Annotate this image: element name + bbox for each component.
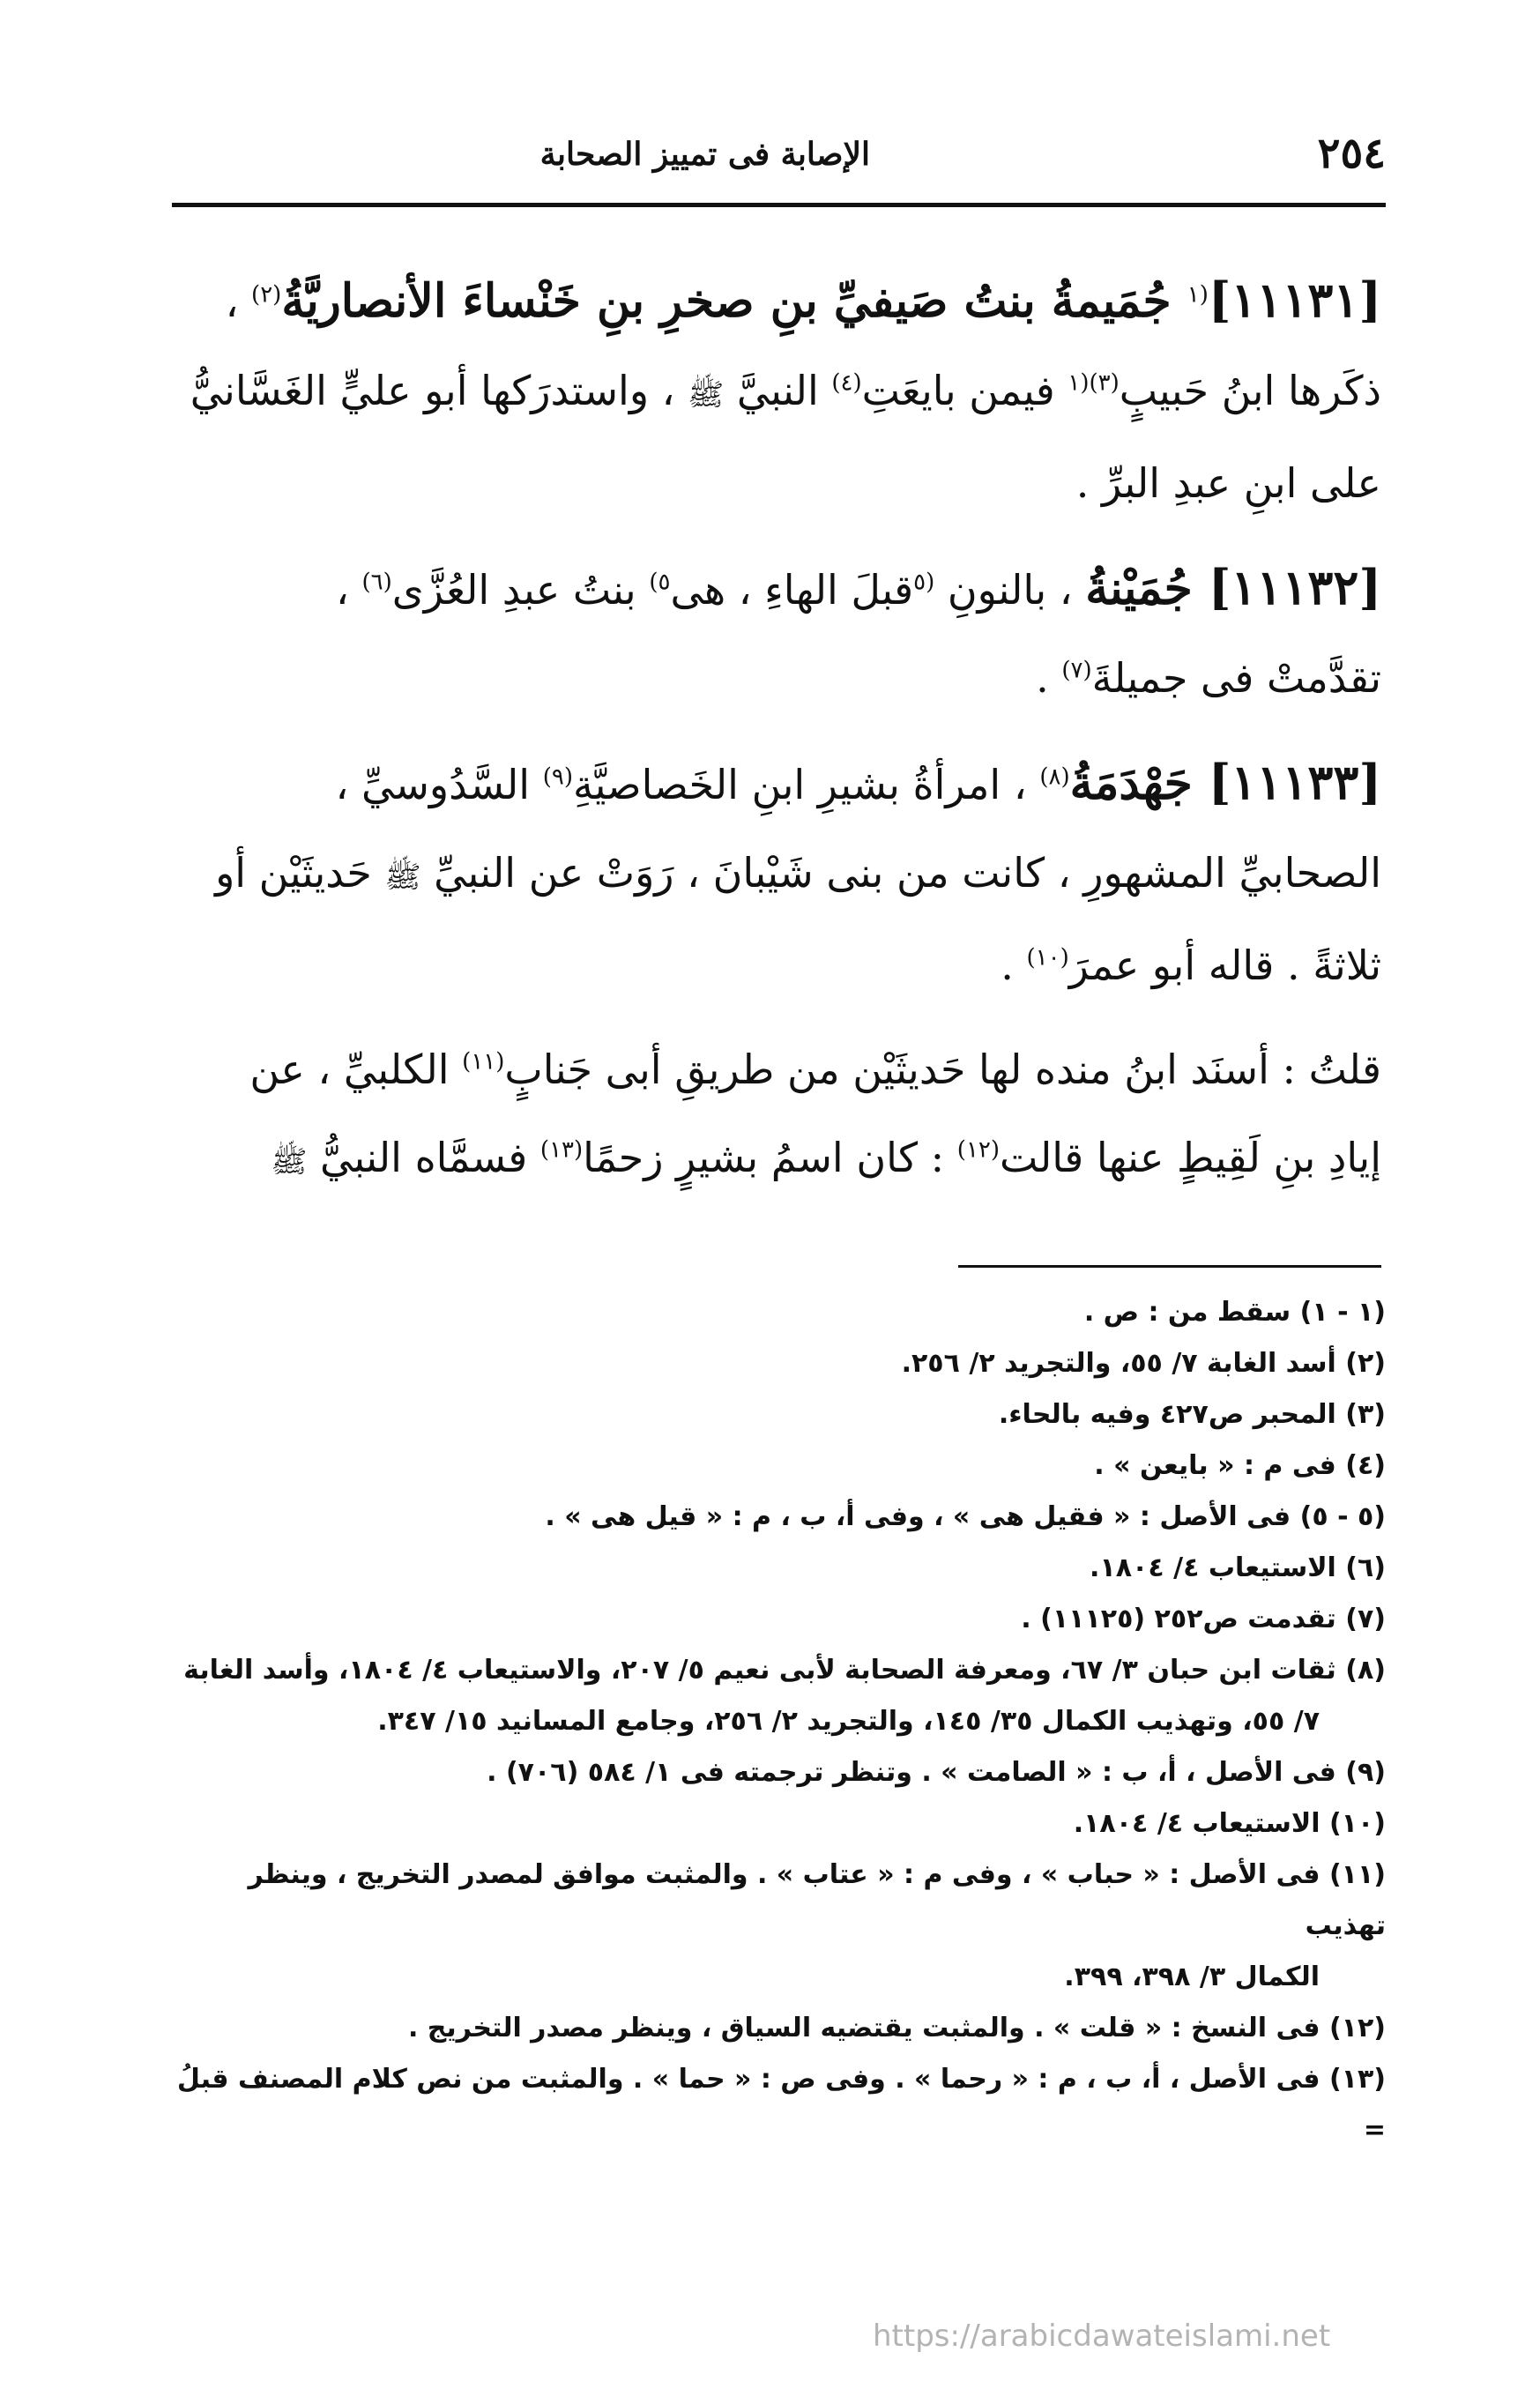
body-text: : كان اسمُ بشيرٍ زحمًا xyxy=(583,1134,957,1181)
footnote xyxy=(167,1543,1386,1594)
footnote-separator xyxy=(958,1265,1381,1268)
footnote-marker: (٦) xyxy=(361,569,392,596)
watermark-url: https://arabicdawateislami.net xyxy=(873,2319,1331,2354)
footnote-line: (١٠) الاستيعاب ٤/ ١٨٠٤. xyxy=(1073,1808,1386,1839)
entry-line xyxy=(167,829,1381,921)
entry-paragraph xyxy=(167,543,1381,722)
body-text: السَّدُوسيِّ ، xyxy=(335,761,543,808)
honorific-glyph: ﷺ xyxy=(688,377,725,413)
body-text: الكلبيِّ ، عن xyxy=(249,1046,463,1093)
honorific-glyph: ﷺ xyxy=(271,1144,308,1180)
entry-number: [١١١٣١] xyxy=(1208,272,1381,328)
footnote-line: (١٢) فى النسخ : « قلت » . والمثبت يقتضيه السياق ، وينظر مصدر التخريج . xyxy=(407,2013,1386,2043)
body-text: قبلَ الهاءِ ، هى xyxy=(670,566,914,614)
footnote xyxy=(167,2003,1386,2054)
footnote-marker: (٥ xyxy=(913,569,935,596)
running-title: الإصابة فى تمييز الصحابة xyxy=(539,136,870,173)
footnote-line: (٢) أسد الغابة ٧/ ٥٥، والتجريد ٢/ ٢٥٦. xyxy=(901,1348,1386,1379)
footnote-marker: (٩) xyxy=(542,763,573,791)
footnote-line: (٨) ثقات ابن حبان ٣/ ٦٧، ومعرفة الصحابة لأبى نعيم ٥/ ٢٠٧، والاستيعاب ٤/ ١٨٠٤، وأسد الغابة xyxy=(183,1655,1386,1686)
footnote xyxy=(167,1645,1386,1747)
body-text: تقدَّمتْ فى جميلةَ xyxy=(1091,654,1381,702)
body-text: حَديثَيْن أو xyxy=(215,849,385,897)
body-text: ، xyxy=(225,279,252,326)
body-text: ذكَرها ابنُ حَبيبٍ xyxy=(1119,367,1381,414)
entry-line xyxy=(167,1025,1381,1113)
header-rule xyxy=(172,203,1386,207)
footnote-marker: (٨) xyxy=(1039,763,1070,791)
entry-line xyxy=(167,921,1381,1009)
footnote-line: (٥ - ٥) فى الأصل : « فقيل هى » ، وفى أ، ب ، م : « قيل هى » . xyxy=(545,1501,1386,1532)
footnote-line: (٦) الاستيعاب ٤/ ١٨٠٤. xyxy=(1090,1552,1386,1583)
footnote xyxy=(167,2054,1386,2156)
footnote-line: الكمال ٣/ ٣٩٨، ٣٩٩. xyxy=(1064,1962,1320,1992)
footnote xyxy=(167,1747,1386,1798)
body-text: . xyxy=(1036,654,1062,702)
page-header xyxy=(172,123,1386,194)
body-text: ، واستدرَكها أبو عليٍّ الغَسَّانيُّ xyxy=(190,367,688,414)
footnote xyxy=(167,1492,1386,1543)
footnote xyxy=(167,1338,1386,1389)
footnote-marker: (١٠) xyxy=(1026,944,1069,971)
entry-line xyxy=(167,1113,1381,1206)
entry-line xyxy=(167,738,1381,829)
body-text: فسمَّاه النبيُّ xyxy=(307,1134,540,1181)
footnote xyxy=(167,1798,1386,1850)
footnote-marker: ٥) xyxy=(649,569,671,596)
entry-name: جُمَيْنةُ xyxy=(1085,562,1209,615)
footnote-marker: (١١) xyxy=(462,1048,505,1076)
body-text: . xyxy=(1001,942,1027,989)
footnote xyxy=(167,1287,1386,1338)
footnote-line: (١١) فى الأصل : « حباب » ، وفى م : « عتاب » . والمثبت موافق لمصدر التخريج ، وينظر تهذيب xyxy=(248,1859,1386,1941)
body-text: ، امرأةُ بشيرِ ابنِ الخَصاصيَّةِ xyxy=(572,761,1040,808)
footnote-line: (٩) فى الأصل ، أ، ب : « الصامت » . وتنظر ترجمته فى ١/ ٥٨٤ (٧٠٦) . xyxy=(487,1757,1386,1788)
footnote-marker: (١٢) xyxy=(956,1136,1001,1164)
body-text: النبيَّ xyxy=(724,367,832,414)
footnote xyxy=(167,1440,1386,1492)
entry-line xyxy=(167,439,1381,527)
body-text: الصحابيِّ المشهورِ ، كانت من بنى شَيْبانَ ، رَوَتْ عن النبيِّ xyxy=(420,849,1381,897)
entry-number: [١١١٣٢] xyxy=(1208,559,1381,615)
entry-number: [١١١٣٣] xyxy=(1208,754,1381,810)
footnote-marker: (١ xyxy=(1187,281,1209,309)
footnote xyxy=(167,1850,1386,2003)
body-text: ، xyxy=(336,566,362,614)
footnote xyxy=(167,1389,1386,1440)
page-number: ٢٥٤ xyxy=(1317,129,1386,178)
entry-paragraph xyxy=(167,738,1381,1009)
body-text: ثلاثةً . قاله أبو عمرَ xyxy=(1068,942,1381,989)
footnote xyxy=(167,1594,1386,1645)
footnote-line: (٣) المحبر ص٤٢٧ وفيه بالحاء. xyxy=(998,1399,1386,1430)
main-text xyxy=(167,256,1381,1222)
entry-name: جَهْدَمَةُ xyxy=(1069,756,1209,810)
honorific-glyph: ﷺ xyxy=(384,860,421,895)
footnote-line: (٤) فى م : « بايعن » . xyxy=(1094,1450,1386,1481)
footnotes xyxy=(167,1287,1386,2156)
entry-paragraph xyxy=(167,1025,1381,1206)
entry-line xyxy=(167,346,1381,439)
footnote-marker: (١٣) xyxy=(539,1136,584,1164)
footnote-marker: (٤) xyxy=(831,369,862,397)
body-text: بنتُ عبدِ العُزَّى xyxy=(391,566,650,614)
footnote-marker: (٧) xyxy=(1061,657,1092,684)
footnote-line: ٧/ ٥٥، وتهذيب الكمال ٣٥/ ١٤٥، والتجريد ٢/ ٢٥٦، وجامع المسانيد ١٥/ ٣٤٧. xyxy=(377,1706,1320,1737)
entry-line xyxy=(167,634,1381,722)
entry-name: جُمَيمةُ بنتُ صَيفيِّ بنِ صخرِ بنِ خَنْساءَ الأنصاريَّةُ xyxy=(281,274,1187,328)
footnote-line: (٧) تقدمت ص٢٥٢ (١١١٢٥) . xyxy=(1021,1604,1386,1634)
body-text: إيادِ بنِ لَقِيطٍ عنها قالت xyxy=(1000,1134,1381,1181)
footnote-marker: (٢) xyxy=(251,281,282,309)
body-text: فيمن بايعَتِ xyxy=(861,367,1068,414)
footnote-marker: (٣)(١ xyxy=(1068,369,1120,397)
body-text: ، بالنونِ xyxy=(934,566,1086,614)
entry-line xyxy=(167,543,1381,634)
entry-paragraph xyxy=(167,256,1381,527)
entry-line xyxy=(167,256,1381,346)
footnote-line: (١٣) فى الأصل ، أ، ب ، م : « رحما » . وفى ص : « حما » . والمثبت من نص كلام المصنف قبلُ = xyxy=(176,2064,1386,2146)
footnote-line: (١ - ١) سقط من : ص . xyxy=(1083,1297,1386,1328)
body-text: على ابنِ عبدِ البرِّ . xyxy=(1075,459,1381,507)
body-text: قلتُ : أسنَد ابنُ منده لها حَديثَيْن من طريقِ أبى جَنابٍ xyxy=(504,1046,1381,1093)
